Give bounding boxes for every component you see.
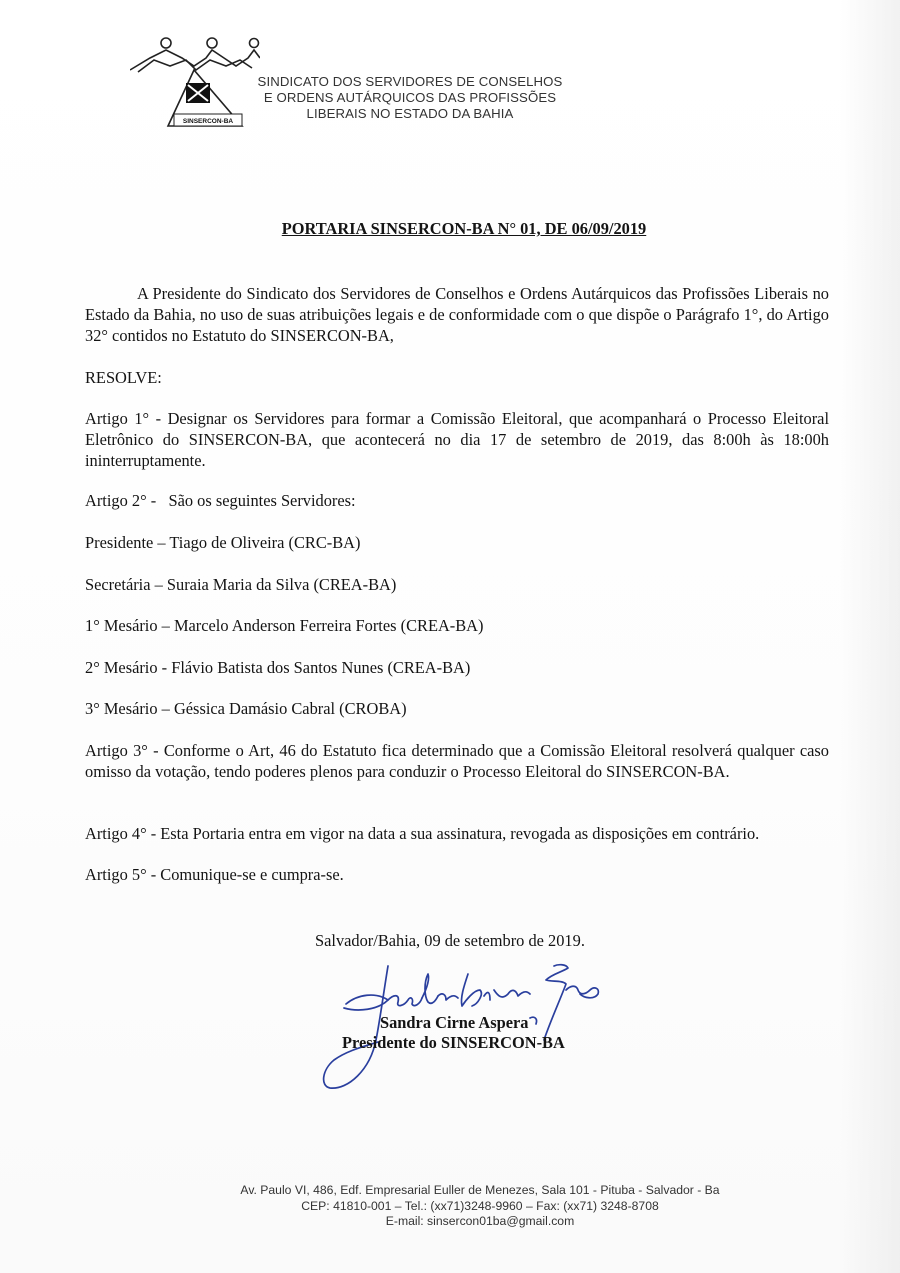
footer-contact [120, 1183, 840, 1230]
footer-phone-fax: CEP: 41810-001 – Tel.: (xx71)3248-9960 – Fax: (xx71) 3248-8708 [301, 1198, 659, 1213]
member-teller-2: 2° Mesário - Flávio Batista dos Santos Nunes (CREA-BA) [85, 658, 471, 677]
signer-name: Sandra Cirne Aspera [380, 1013, 529, 1032]
signer-role: Presidente do SINSERCON-BA [342, 1033, 565, 1052]
member-president: Presidente – Tiago de Oliveira (CRC-BA) [85, 533, 361, 552]
page-edge-shadow [840, 0, 900, 1273]
org-name-line: E ORDENS AUTÁRQUICOS DAS PROFISSÕES [263, 90, 557, 105]
article-1: Artigo 1° - Designar os Servidores para formar a Comissão Eleitoral, que acompanhará o Processo Eleitoral Eletrônico do SINSERCON-BA, que acontecerá no dia 17 de setembro de 2019, das 8:00h às 18:00h ininterruptamente. [85, 409, 829, 470]
logo-wordmark: SINSERCON-BA [182, 118, 234, 125]
intro-paragraph: A Presidente do Sindicato dos Servidores de Conselhos e Ordens Autárquicos das Profissões Liberais no Estado da Bahia, no uso de suas atribuições legais e de conformidade com o que dispõe o Parágrafo 1°, do Artigo 32° contidos no Estatuto do SINSERCON-BA, [85, 284, 829, 345]
resolve-heading: RESOLVE: [85, 368, 162, 387]
footer-email: E-mail: sinsercon01ba@gmail.com [385, 1214, 575, 1228]
article-5: Artigo 5° - Comunique-se e cumpra-se. [85, 865, 344, 884]
article-2: Artigo 2° - São os seguintes Servidores: [85, 491, 356, 510]
member-teller-1: 1° Mesário – Marcelo Anderson Ferreira Fortes (CREA-BA) [85, 616, 484, 635]
article-3: Artigo 3° - Conforme o Art, 46 do Estatuto fica determinado que a Comissão Eleitoral resolverá qualquer caso omisso da votação, tendo poderes plenos para conduzir o Processo Eleitoral do SINSERCON-BA. [85, 741, 829, 781]
member-teller-3: 3° Mesário – Géssica Damásio Cabral (CROBA) [85, 699, 407, 718]
place-and-date: Salvador/Bahia, 09 de setembro de 2019. [315, 931, 585, 950]
org-name-line: SINDICATO DOS SERVIDORES DE CONSELHOS [257, 74, 563, 89]
article-4: Artigo 4° - Esta Portaria entra em vigor na data a sua assinatura, revogada as disposições em contrário. [85, 824, 760, 843]
org-name-line: LIBERAIS NO ESTADO DA BAHIA [306, 106, 514, 121]
footer-address: Av. Paulo VI, 486, Edf. Empresarial Euller de Menezes, Sala 101 - Pituba - Salvador - Ba [240, 1183, 720, 1197]
organization-name [230, 74, 590, 122]
document-title: PORTARIA SINSERCON-BA N° 01, DE 06/09/2019 [281, 219, 647, 238]
member-secretary: Secretária – Suraia Maria da Silva (CREA-BA) [85, 575, 397, 594]
